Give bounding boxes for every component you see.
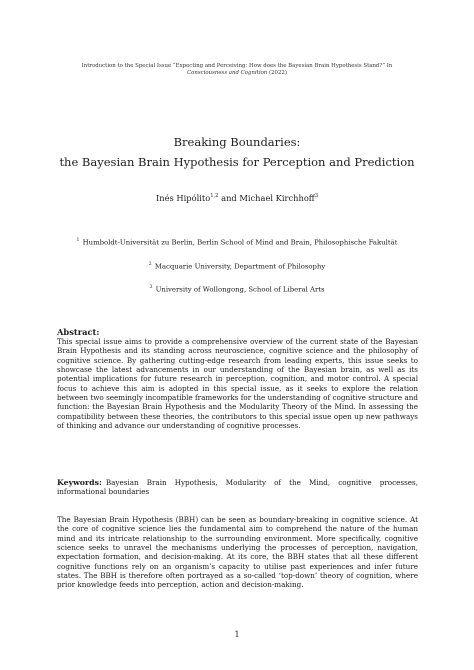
affiliation-text: Humboldt-Universität zu Berlin, Berlin School of Mind and Brain, Philosophische Fakultät bbox=[82, 238, 398, 247]
keywords-section bbox=[57, 478, 418, 497]
affiliation-2 bbox=[40, 262, 434, 270]
header-journal: Consciousness and Cognition bbox=[187, 70, 268, 77]
affiliation-number: 3 bbox=[149, 285, 153, 290]
author-1-affil-marks: 1,2 bbox=[210, 193, 219, 200]
header-year: (2022) bbox=[269, 70, 287, 77]
abstract-body: This special issue aims to provide a comprehensive overview of the current state of the Bayesian Brain Hypothesis and its standing across neuroscience, cognitive science and the philosophy of cognitive science. By gathering cutting-edge research from leading experts, this issue seeks to showcase the latest advancements in our understanding of the Bayesian brain, as well as its potential implications for future research in perception, cognition, and motor control. A special focus to achieve this aim is adopted in this special issue, as it seeks to explore the relation between two seemingly incompatible frameworks for the understanding of cognitive structure and function: the Bayesian Brain Hypothesis and the Modularity Theory of the Mind. In assessing the compatibility between these theories, the contributors to this special issue open up new pathways of thinking and advance our understanding of cognitive processes. bbox=[57, 337, 418, 431]
keywords-label: Keywords: bbox=[57, 478, 102, 487]
header-note-text: Introduction to the Special Issue “Expecting and Perceiving: How does the Bayesian Brain Hypothesis Stand?” In bbox=[81, 63, 393, 69]
author-2: Michael Kirchhoff bbox=[239, 193, 315, 203]
author-1: Inés Hipólito bbox=[155, 193, 211, 203]
intro-paragraph: The Bayesian Brain Hypothesis (BBH) can be seen as boundary-breaking in cognitive science. At the core of cognitive science lies the fundamental aim to comprehend the nature of the human mind and its intricate relationship to the surrounding environment. More specifically, cognitive science seeks to unravel the mechanisms underlying the processes of perception, navigation, expectation formation, and decision-making. At its core, the BBH states that all these different cognitive functions rely on an organism’s capacity to utilise past experiences and infer future states. The BBH is therefore often portrayed as a so-called ‘top-down’ theory of cognition, where prior knowledge feeds into perception, action and decision-making. bbox=[57, 515, 418, 590]
author-conjunction: and bbox=[221, 193, 237, 203]
abstract-heading: Abstract: bbox=[57, 327, 100, 337]
page-number: 1 bbox=[234, 630, 240, 639]
affiliation-3 bbox=[40, 285, 434, 293]
title-line-1: Breaking Boundaries: bbox=[173, 135, 301, 149]
running-header bbox=[55, 63, 419, 77]
affiliation-number: 1 bbox=[76, 238, 80, 243]
author-2-affil-marks: 3 bbox=[314, 193, 319, 200]
author-list bbox=[40, 193, 434, 203]
keywords-text: Bayesian Brain Hypothesis, Modularity of the Mind, cognitive processes, informational boundaries bbox=[57, 478, 418, 497]
affiliation-text: Macquarie University, Department of Philosophy bbox=[154, 262, 326, 271]
affiliation-text: University of Wollongong, School of Liberal Arts bbox=[155, 285, 325, 294]
affiliation-number: 2 bbox=[148, 262, 152, 267]
title-line-2: the Bayesian Brain Hypothesis for Perception and Prediction bbox=[59, 155, 415, 169]
affiliation-1 bbox=[40, 238, 434, 246]
